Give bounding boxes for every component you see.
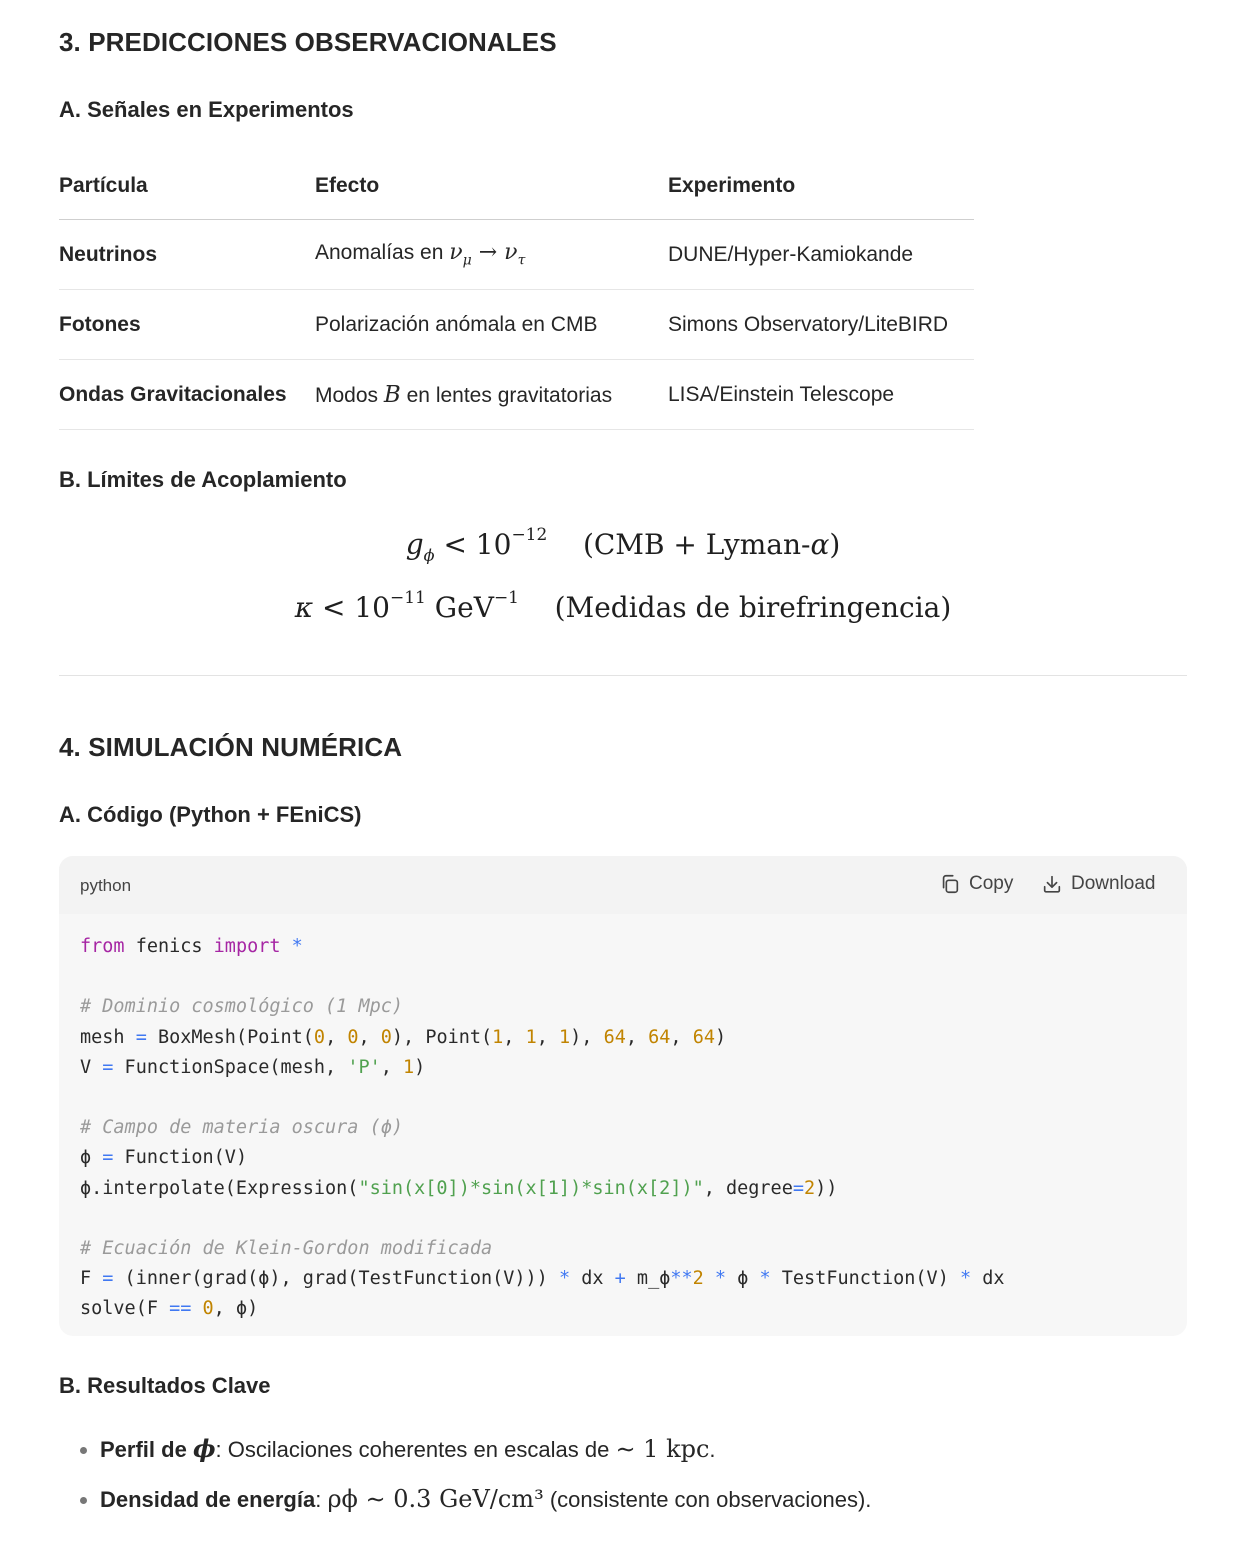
copy-label: Copy — [969, 873, 1014, 894]
cell-effect — [315, 360, 668, 430]
math-alpha: α — [810, 528, 830, 561]
effect-math: $\nu_\mu \to \nu_\tau$ — [449, 240, 526, 269]
math-rel: < 10 — [321, 591, 390, 624]
results-list — [59, 1424, 871, 1524]
cell-experiment: LISA/Einstein Telescope — [668, 360, 974, 430]
subsection-code-heading: A. Código (Python + FEniCS) — [59, 802, 362, 827]
section-4-heading: 4. SIMULACIÓN NUMÉRICA — [59, 732, 403, 762]
cell-experiment: Simons Observatory/LiteBIRD — [668, 290, 974, 360]
cell-effect — [315, 220, 668, 290]
effect-text: Modos — [315, 383, 379, 407]
math-kappa: κ — [294, 591, 314, 624]
result-end: (consistente con observaciones). — [549, 1487, 872, 1512]
header-effect: Efecto — [315, 152, 668, 220]
math-note: (Medidas de birefringencia) — [554, 591, 952, 624]
effect-text: Anomalías en — [315, 241, 444, 265]
download-label: Download — [1071, 873, 1156, 894]
result-end: . — [709, 1437, 716, 1462]
cell-effect: Polarización anómala en CMB — [315, 290, 668, 360]
result-label-math: ϕ — [192, 1434, 216, 1463]
result-label: Perfil de — [100, 1437, 187, 1462]
table-header-row — [59, 152, 974, 220]
copy-icon — [939, 873, 961, 895]
result-math: ∼ 1 kpc — [615, 1435, 710, 1463]
code-block — [59, 856, 1187, 1336]
header-particle: Partícula — [59, 152, 315, 220]
table-row — [59, 360, 974, 430]
effect-text-suffix: en lentes gravitatorias — [406, 383, 613, 407]
math-unit: GeV — [434, 591, 494, 624]
cell-particle: Ondas Gravitacionales — [59, 360, 315, 430]
table-row — [59, 220, 974, 290]
code-content[interactable]: from fenics import * # Dominio cosmológico (1 Mpc) mesh = BoxMesh(Point(0, 0, 0), Point(1, 1, 1), 64, 64, 64) V = FunctionSpace(mesh, 'P', 1) # Campo de materia oscura (ϕ) ϕ = Function(V) ϕ.interpolate(Expression("sin(x[0])*sin(x[1])*sin(x[2])", degree=2)) # Ecuación de Klein-Gordon modificada F = (inner(grad(ϕ), grad(TestFunction(V))) * dx + m_ϕ**2 * ϕ * TestFunction(V) * dx solve(F == 0, ϕ) — [80, 936, 1005, 1320]
coupling-limit-equation-1 — [59, 525, 1187, 565]
math-rel: < 10 — [443, 528, 512, 561]
copy-button[interactable] — [939, 873, 1013, 895]
math-note: (CMB + Lyman- — [582, 528, 811, 561]
coupling-limit-equation-2 — [59, 588, 1187, 624]
math-g: g — [405, 528, 424, 561]
signals-table — [59, 152, 974, 430]
result-label: Densidad de energía — [100, 1487, 316, 1512]
download-icon — [1041, 873, 1063, 895]
download-button[interactable] — [1041, 873, 1156, 895]
cell-particle: Neutrinos — [59, 220, 315, 290]
list-item — [100, 1474, 871, 1524]
math-note-end: ) — [829, 528, 841, 561]
math-unit-exp: −1 — [493, 588, 519, 608]
result-text: : — [315, 1487, 322, 1512]
code-language-label: python — [80, 876, 132, 895]
result-text: : Oscilaciones coherentes en escalas de — [215, 1437, 610, 1462]
table-row — [59, 290, 974, 360]
math-exp: −12 — [511, 525, 548, 545]
section-3-heading: 3. PREDICCIONES OBSERVACIONALES — [59, 27, 557, 57]
subsection-signals-heading: A. Señales en Experimentos — [59, 97, 354, 122]
subsection-results-heading: B. Resultados Clave — [59, 1373, 271, 1398]
result-math: ρϕ ∼ 0.3 GeV/cm³ — [327, 1485, 544, 1513]
cell-particle: Fotones — [59, 290, 315, 360]
code-block-header — [59, 856, 1187, 914]
math-g-sub: ϕ — [423, 545, 435, 565]
list-item — [100, 1424, 871, 1474]
math-exp: −11 — [389, 588, 426, 608]
header-experiment: Experimento — [668, 152, 974, 220]
subsection-limits-heading: B. Límites de Acoplamiento — [59, 467, 347, 492]
section-divider — [59, 675, 1187, 676]
cell-experiment: DUNE/Hyper-Kamiokande — [668, 220, 974, 290]
effect-math: B — [383, 381, 401, 408]
